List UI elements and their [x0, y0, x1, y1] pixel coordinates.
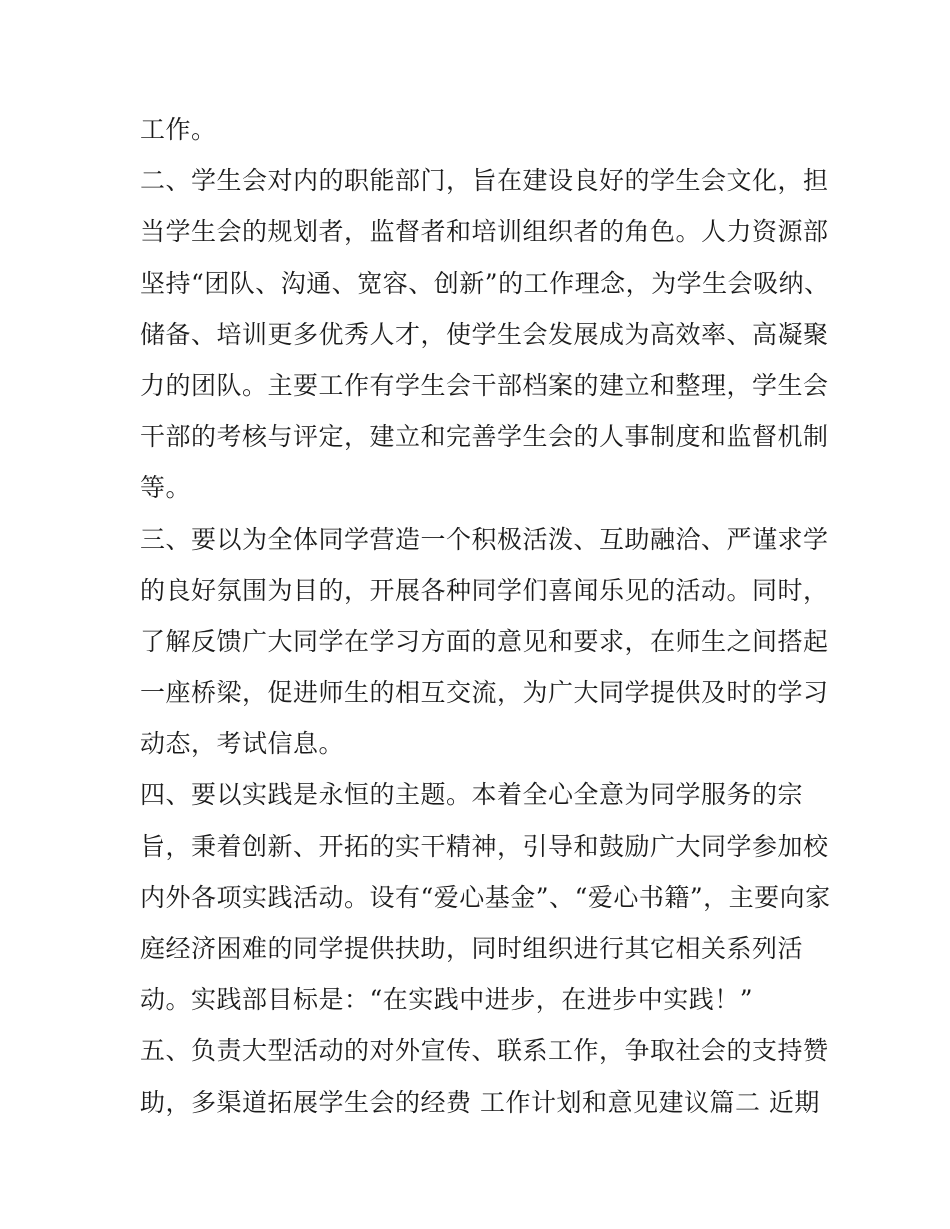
text-line: 干部的考核与评定，建立和完善学生会的人事制度和监督机制 — [140, 422, 829, 452]
document-body — [140, 104, 831, 1128]
text-line: 旨，秉着创新、开拓的实干精神，引导和鼓励广大同学参加校 — [140, 831, 829, 861]
text-line: 当学生会的规划者，监督者和培训组织者的角色。人力资源部 — [140, 217, 829, 247]
text-line: 一座桥梁，促进师生的相互交流，为广大同学提供及时的学习 — [140, 678, 829, 708]
text-line: 坚持“团队、沟通、宽容、创新”的工作理念，为学生会吸纳、 — [140, 268, 830, 298]
text-line: 力的团队。主要工作有学生会干部档案的建立和整理，学生会 — [140, 370, 829, 400]
text-line: 二、学生会对内的职能部门，旨在建设良好的学生会文化，担 — [140, 166, 829, 196]
text-line: 等。 — [140, 473, 192, 503]
text-line: 庭经济困难的同学提供扶助，同时组织进行其它相关系列活 — [140, 934, 804, 963]
text-line: 四、要以实践是永恒的主题。本着全心全意为同学服务的宗 — [140, 780, 804, 810]
text-line: 了解反馈广大同学在学习方面的意见和要求，在师生之间搭起 — [140, 626, 829, 656]
text-line: 的良好氛围为目的，开展各种同学们喜闻乐见的活动。同时， — [140, 575, 829, 605]
text-line: 动。实践部目标是：“在实践中进步，在进步中实践！” — [140, 985, 754, 1015]
text-line: 五、负责大型活动的对外宣传、联系工作，争取社会的支持赞 — [140, 1036, 829, 1066]
text-line: 动态，考试信息。 — [140, 729, 345, 759]
text-line: 助，多渠道拓展学生会的经费 工作计划和意见建议篇二 近期 — [140, 1087, 820, 1117]
text-line: 三、要以为全体同学营造一个积极活泼、互助融洽、严谨求学 — [140, 524, 829, 554]
text-line: 工作。 — [140, 115, 217, 144]
text-line: 储备、培训更多优秀人才，使学生会发展成为高效率、高凝聚 — [140, 319, 829, 349]
text-line: 内外各项实践活动。设有“爱心基金”、“爱心书籍”，主要向家 — [140, 882, 831, 912]
